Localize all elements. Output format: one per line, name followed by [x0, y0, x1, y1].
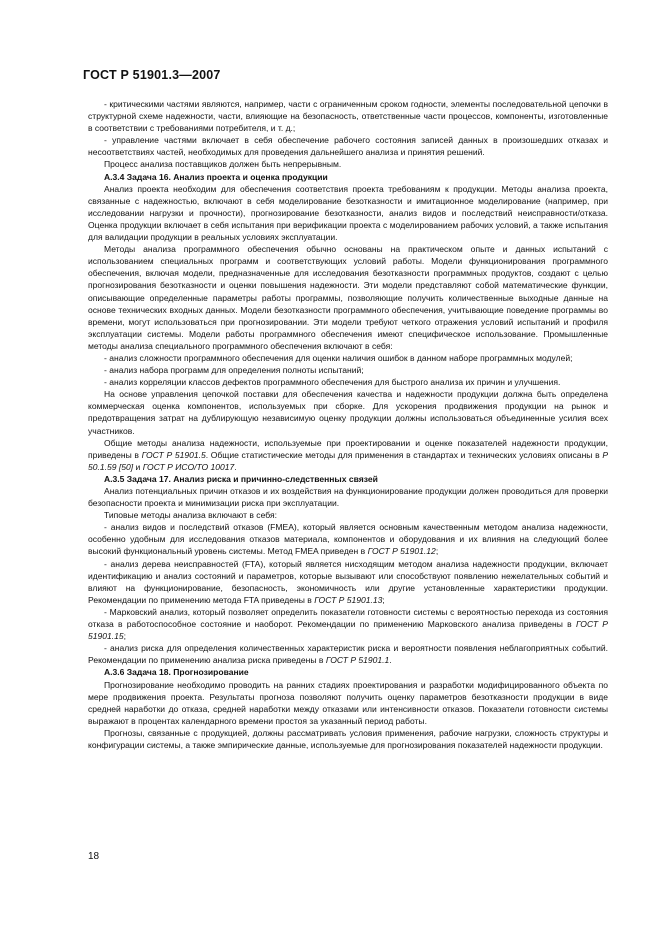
- standard-reference: Р 50.1.59 [50]: [88, 449, 609, 472]
- paragraph-bullet: - Марковский анализ, который позволяет определить показатели готовности системы с вероятностью перехода из состояния отказа в работоспособное состояние и наоборот. Рекомендации по применению Марковского анализа приведены в ГОСТ Р 51901.15;: [88, 606, 608, 642]
- standard-reference: ГОСТ Р 51901.15: [88, 619, 608, 642]
- standard-reference: ГОСТ Р 51901.1: [325, 655, 390, 666]
- standard-reference: ГОСТ Р 51901.12: [367, 546, 436, 557]
- paragraph: Прогнозы, связанные с продукцией, должны рассматривать условия применения, рабочие нагрузки, сложность структуры и конфигурации системы, а также эмпирические данные, используемые для прогнозирования показателей надежности продукции.: [88, 727, 608, 750]
- paragraph: Анализ проекта необходим для обеспечения соответствия проекта требованиям к продукции. Методы анализа проекта, связанные с надежностью, включают в себя моделирование безотказности и имитационное моделирование (например, при исследовании нагрузки и прочности), прогнозирование безотказности, анализ видов и последствий неисправности/отказа. Оценка продукции включает в себя испытания при верификации проекта с моделированием рабочих условий, а также испытания для валидации продукции в реальных условиях эксплуатации.: [88, 183, 608, 243]
- paragraph: Анализ потенциальных причин отказов и их воздействия на функционирование продукции должен проводиться для проверки безопасности проекта и минимизации риска при эксплуатации.: [88, 486, 608, 509]
- standard-reference: ГОСТ Р ИСО/ТО 10017: [142, 461, 235, 472]
- section-heading: А.3.4 Задача 16. Анализ проекта и оценка продукции: [104, 171, 328, 182]
- standard-reference: ГОСТ Р 51901.5: [141, 449, 206, 460]
- document-body: [88, 98, 608, 751]
- paragraph: Типовые методы анализа включают в себя:: [104, 510, 277, 521]
- paragraph: Процесс анализа поставщиков должен быть непрерывным.: [104, 159, 342, 170]
- paragraph-bullet: - критическими частями являются, например, части с ограниченным сроком годности, элементы последовательной цепочки в структурной схеме надежности, части, влияющие на безопасность, ответственные части процессов, компоненты, изготовленные в соответствии с требованиями потребителя, и т. д.;: [88, 99, 608, 134]
- section-heading: А.3.5 Задача 17. Анализ риска и причинно-следственных связей: [104, 473, 378, 484]
- paragraph: На основе управления цепочкой поставки для обеспечения качества и надежности продукции должна быть определена коммерческая оценка компонентов, используемых при сборке. Для ускорения продвижения продукции на рынок и предотвращения затрат на дублирующую независимую оценку продукции должны использоваться объединенные усилия всех участников.: [88, 389, 608, 436]
- paragraph: Методы анализа программного обеспечения обычно основаны на практическом опыте и данных испытаний с использованием специальных программ и соответствующих условий работы. Модели функционирования программного обеспечения, включая модели, предназначенные для исследования безотказности программных продуктов, создают с целью прогнозирования безотказности и оценки повышения надежности. Эти модели представляют собой математические функции, описывающие определенные параметры работы программы, позволяющие получить количественные выходные данные на основе технических входных данных. Модели безотказности программного обеспечения, учитывающие поведение программы во времени, могут использоваться при прогнозировании. Эти модели требуют четкого отражения условий испытаний и профиля эксплуатации системы. Модели работы программного обеспечения имеют специфическое использование. Промышленные методы анализа специального программного обеспечения включают в себя:: [88, 244, 608, 351]
- paragraph-bullet: - управление частями включает в себя обеспечение рабочего состояния записей данных в произошедших отказах и несоответствиях частей, необходимых для проведения дальнейшего анализа и принятия решений.: [88, 135, 608, 158]
- paragraph-bullet: - анализ сложности программного обеспечения для оценки наличия ошибок в данном наборе программных модулей;: [104, 352, 573, 363]
- paragraph: Прогнозирование необходимо проводить на ранних стадиях проектирования и разработки модифицированного объекта по мере продвижения проекта. Результаты прогноза позволяют получить оценку параметров безотказности продукции в виде средней наработки до отказа, средней наработки между отказами или интенсивности отказов. Показатели готовности системы выражают в процентах календарного времени простоя за указанный период работы.: [88, 679, 608, 726]
- paragraph-bullet: - анализ риска для определения количественных характеристик риска и вероятности появления неблагоприятных событий. Рекомендации по применению анализа риска приведены в ГОСТ Р 51901.1.: [88, 643, 608, 666]
- page-number: 18: [88, 851, 100, 862]
- section-heading: А.3.6 Задача 18. Прогнозирование: [104, 667, 249, 678]
- paragraph: Общие методы анализа надежности, используемые при проектировании и оценке показателей надежности продукции, приведены в ГОСТ Р 51901.5. Общие статистические методы для применения в стандартах и технических условиях описаны в Р 50.1.59 [50] и ГОСТ Р ИСО/ТО 10017.: [88, 437, 609, 472]
- document-header: ГОСТ Р 51901.3—2007: [83, 68, 221, 82]
- paragraph-bullet: - анализ корреляции классов дефектов программного обеспечения для быстрого анализа их причин и улучшения.: [104, 377, 561, 388]
- paragraph-bullet: - анализ набора программ для определения полноты испытаний;: [104, 365, 364, 376]
- paragraph-bullet: - анализ видов и последствий отказов (FMEA), который является основным качественным методом анализа надежности, особенно удобным для исследования отказов материала, компонентов и оборудования и их влияния на следующий более высокий функциональный уровень системы. Метод FMEA приведен в ГОСТ Р 51901.12;: [88, 522, 608, 557]
- paragraph-bullet: - анализ дерева неисправностей (FTA), который является нисходящим методом анализа надежности продукции, включает идентификацию и анализ состояний и параметров, которые вызывают или способствуют появлению нежелательных событий и влияют на функционирование, безопасность, экономичность или другие установленные характеристики продукции. Рекомендации по применению метода FTA приведены в ГОСТ Р 51901.13;: [88, 558, 608, 605]
- standard-reference: ГОСТ Р 51901.13: [314, 594, 383, 605]
